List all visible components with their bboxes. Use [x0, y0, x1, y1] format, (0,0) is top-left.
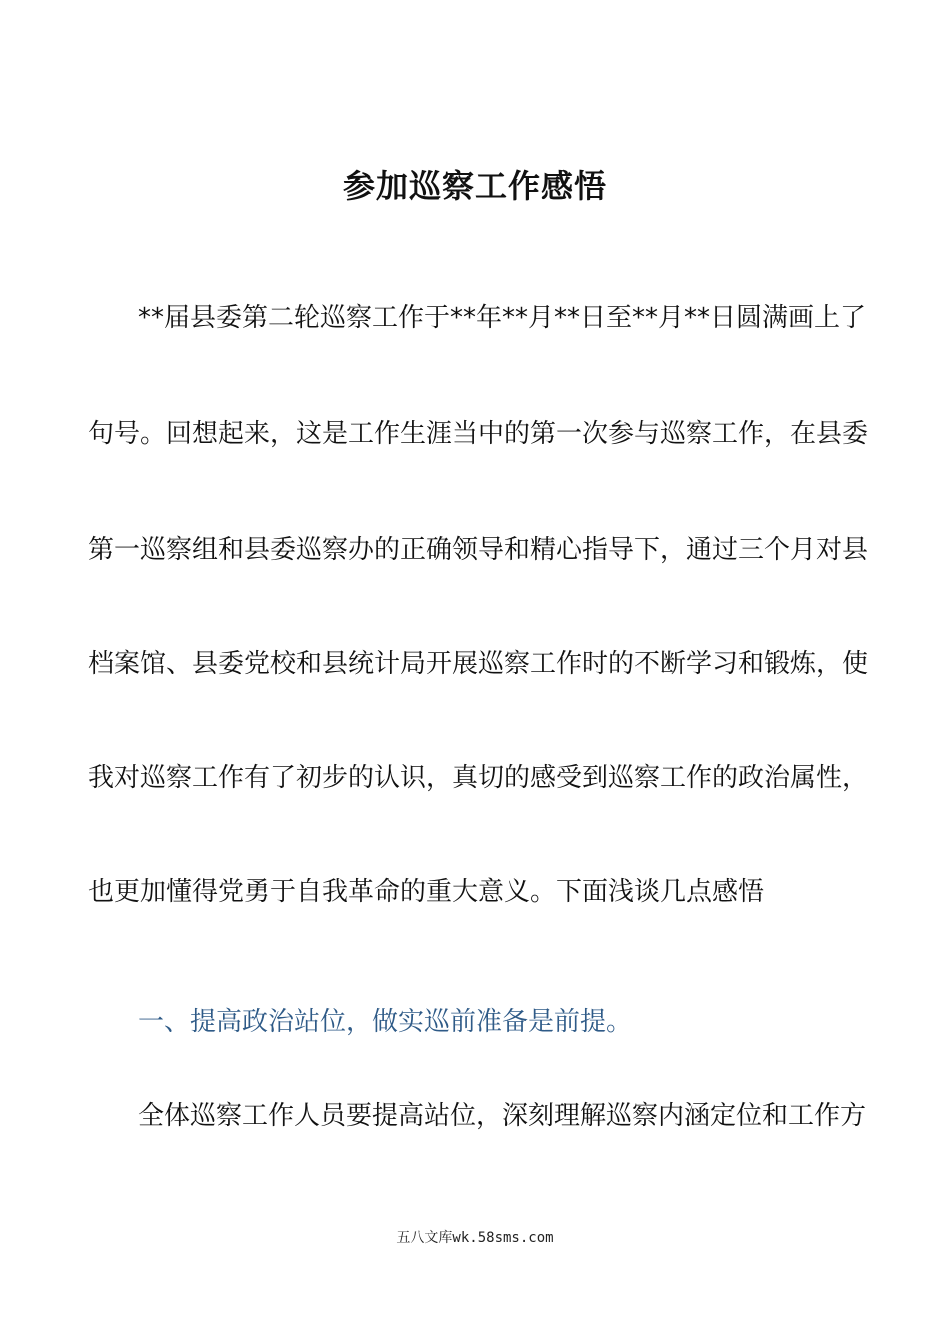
document-title: 参加巡察工作感悟: [342, 167, 607, 205]
paragraph-line: 档案馆、县委党校和县统计局开展巡察工作时的不断学习和锻炼，使: [88, 649, 869, 679]
paragraph-line: **届县委第二轮巡察工作于**年**月**日至**月**日圆满画上了: [138, 303, 867, 333]
paragraph-line: 句号。回想起来，这是工作生涯当中的第一次参与巡察工作，在县委: [88, 419, 869, 449]
paragraph-line: 全体巡察工作人员要提高站位，深刻理解巡察内涵定位和工作方: [138, 1101, 867, 1131]
footer-watermark: 五八文库wk.58sms.com: [396, 1230, 554, 1246]
paragraph-line: 也更加懂得党勇于自我革命的重大意义。下面浅谈几点感悟: [88, 877, 765, 907]
paragraph-line: 第一巡察组和县委巡察办的正确领导和精心指导下，通过三个月对县: [88, 535, 869, 565]
section-heading: 一、提高政治站位，做实巡前准备是前提。: [138, 1007, 633, 1037]
paragraph-line: 我对巡察工作有了初步的认识，真切的感受到巡察工作的政治属性，: [88, 763, 869, 793]
